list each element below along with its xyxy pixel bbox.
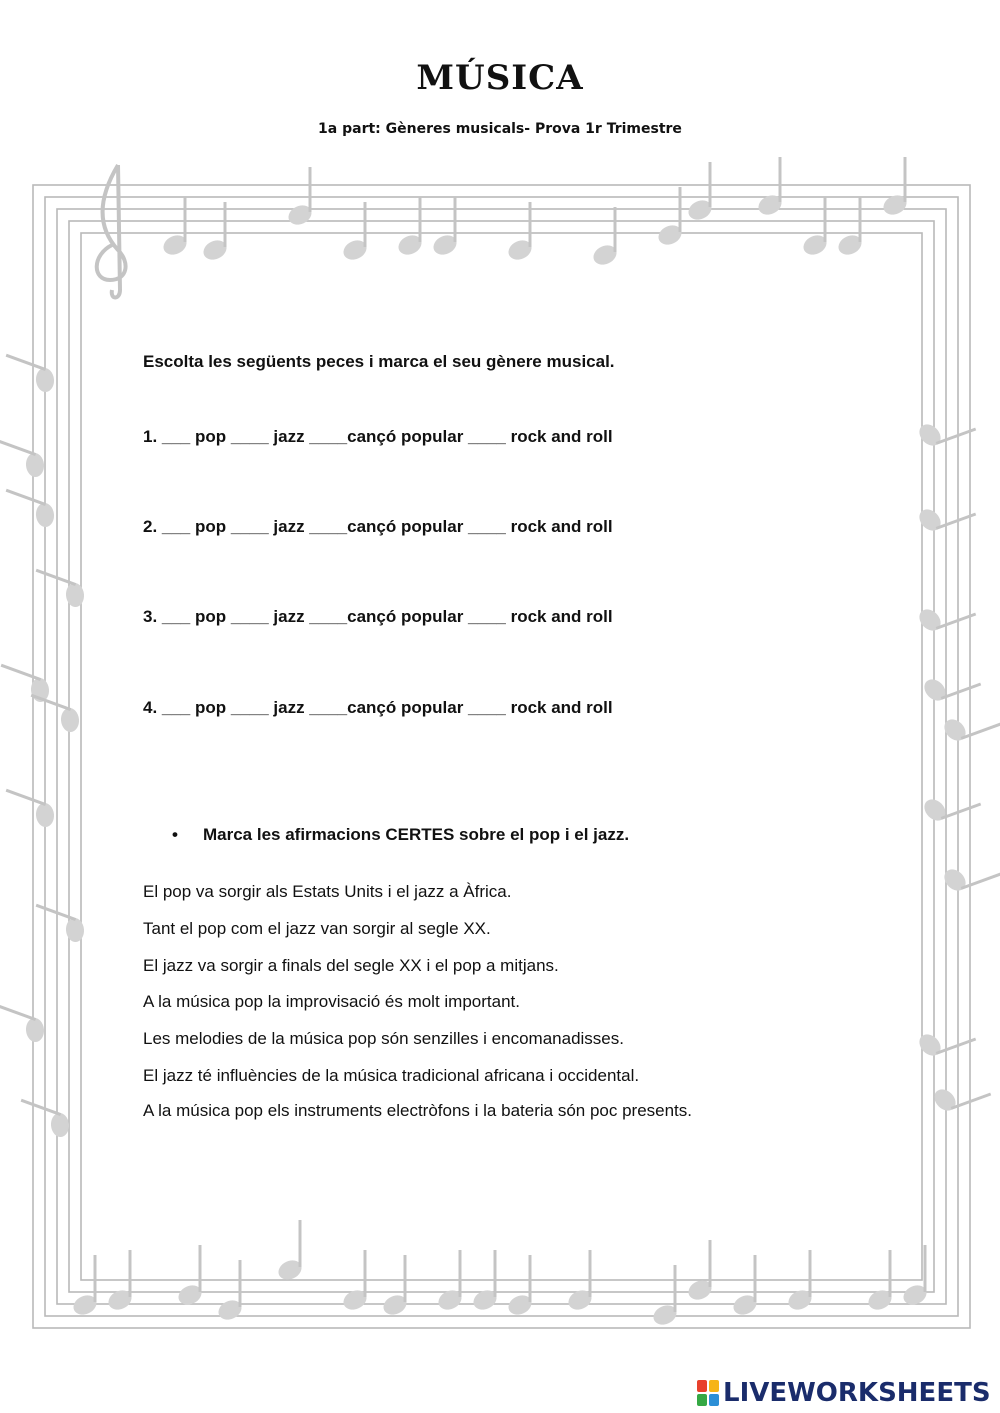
page-title: MÚSICA	[416, 58, 584, 98]
music-note-icon	[938, 701, 1000, 749]
exercise2-instruction: Marca les afirmacions CERTES sobre el pop i el jazz.	[203, 825, 630, 844]
liveworksheets-logo	[697, 1376, 991, 1410]
question-3[interactable]: 3. ___ pop ____ jazz ____cançó popular ____ rock and roll	[143, 607, 613, 626]
music-note-icon	[380, 1255, 409, 1318]
exercise1-instruction: Escolta les següents peces i marca el seu gènere musical.	[143, 352, 615, 371]
page-subtitle: 1a part: Gèneres musicals- Prova 1r Trimestre	[318, 121, 682, 137]
question-1[interactable]: 1. ___ pop ____ jazz ____cançó popular ____ rock and roll	[143, 427, 613, 446]
music-note-icon	[730, 1255, 759, 1318]
music-note-icon	[938, 851, 1000, 899]
music-note-icon	[395, 197, 424, 258]
statement-4[interactable]: A la música pop la improvisació és molt important.	[143, 992, 520, 1011]
music-note-icon	[918, 661, 983, 709]
statement-5[interactable]: Les melodies de la música pop són senzilles i encomanadisses.	[143, 1029, 624, 1048]
music-note-icon	[0, 786, 62, 834]
logo-text: LIVEWORKSHEETS	[723, 1378, 991, 1408]
music-note-icon	[28, 901, 93, 949]
music-note-icon	[685, 162, 714, 223]
statement-7[interactable]: A la música pop els instruments electròfons i la bateria són poc presents.	[143, 1101, 693, 1120]
music-note-icon	[800, 197, 829, 258]
statement-1[interactable]: El pop va sorgir als Estats Units i el jazz a Àfrica.	[143, 882, 512, 901]
music-note-icon	[590, 207, 619, 268]
statement-2[interactable]: Tant el pop com el jazz van sorgir al segle XX.	[143, 919, 491, 938]
music-note-icon	[160, 197, 189, 258]
music-note-icon	[505, 1255, 534, 1318]
music-note-icon	[918, 781, 983, 829]
bullet-icon: •	[172, 825, 178, 844]
music-note-icon	[835, 197, 864, 258]
staff-line	[81, 233, 922, 1280]
question-2[interactable]: 2. ___ pop ____ jazz ____cançó popular ____ rock and roll	[143, 517, 613, 536]
statement-3[interactable]: El jazz va sorgir a finals del segle XX i el pop a mitjans.	[143, 956, 559, 975]
music-note-icon	[0, 351, 62, 399]
music-note-icon	[175, 1245, 204, 1308]
music-note-icon	[28, 566, 93, 614]
music-note-icon	[900, 1245, 929, 1308]
music-note-icon	[928, 1071, 993, 1119]
question-4[interactable]: 4. ___ pop ____ jazz ____cançó popular ____ rock and roll	[143, 698, 613, 717]
music-note-icon	[430, 197, 459, 258]
staff-line	[69, 221, 934, 1292]
music-note-icon	[0, 486, 62, 534]
logo-squares-icon	[697, 1380, 719, 1406]
music-note-icon	[655, 187, 684, 248]
music-note-icon	[70, 1255, 99, 1318]
music-note-icon	[685, 1240, 714, 1303]
music-note-icon	[650, 1265, 679, 1328]
statement-6[interactable]: El jazz té influències de la música tradicional africana i occidental.	[143, 1066, 640, 1085]
staff-line	[57, 209, 946, 1304]
music-note-icon	[275, 1220, 304, 1283]
